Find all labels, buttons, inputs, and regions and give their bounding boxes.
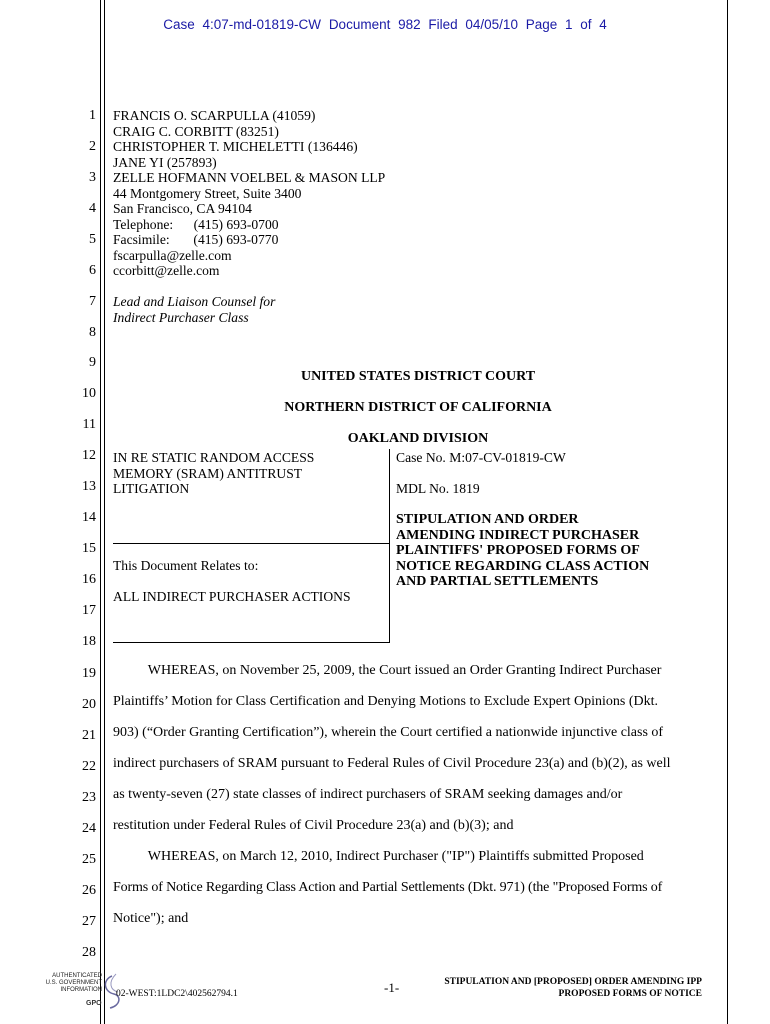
counsel-line: Facsimile: (415) 693-0770: [113, 232, 279, 247]
case-number: Case No. M:07-CV-01819-CW: [396, 450, 566, 465]
document-title-line: AMENDING INDIRECT PURCHASER: [396, 527, 640, 543]
line-number: 2: [89, 139, 96, 154]
counsel-email: ccorbitt@zelle.com: [113, 263, 220, 278]
body-line: WHEREAS, on March 12, 2010, Indirect Purchaser ("IP") Plaintiffs submitted Proposed: [113, 849, 644, 864]
caption-rule-mid: [113, 543, 389, 544]
caption-matter: [113, 450, 314, 497]
line-number: 6: [89, 263, 96, 278]
seal-gpo-mark: GPO: [86, 1000, 102, 1007]
court-name: UNITED STATES DISTRICT COURT: [300, 369, 536, 384]
body-line: WHEREAS, on November 25, 2009, the Court issued an Order Granting Indirect Purchaser: [113, 663, 662, 678]
line-number: 25: [82, 852, 96, 867]
line-number: 23: [82, 790, 96, 805]
line-number: 22: [82, 759, 96, 774]
caption-rule-bottom: [113, 642, 389, 643]
line-number: 9: [89, 355, 96, 370]
line-number: 12: [82, 448, 96, 463]
line-number: 19: [82, 666, 96, 681]
right-margin-rule: [727, 0, 728, 1024]
counsel-role-line: Indirect Purchaser Class: [113, 309, 249, 325]
document-title-line: AND PARTIAL SETTLEMENTS: [396, 574, 599, 589]
counsel-role-line: Lead and Liaison Counsel for: [113, 294, 276, 309]
line-number: 26: [82, 883, 96, 898]
ecf-header: [0, 17, 770, 32]
seal-text-line: AUTHENTICATED: [52, 973, 102, 979]
line-number: 16: [82, 572, 96, 587]
court-division: OAKLAND DIVISION: [347, 431, 489, 446]
line-number: 11: [82, 417, 96, 432]
line-number: 3: [89, 170, 96, 185]
caption-actions: ALL INDIRECT PURCHASER ACTIONS: [113, 589, 351, 604]
line-number: 1: [89, 108, 96, 123]
counsel-role: [113, 294, 275, 325]
line-number: 14: [82, 510, 96, 525]
seal-text-line: INFORMATION: [60, 987, 102, 993]
counsel-line: CHRISTOPHER T. MICHELETTI (136446): [113, 139, 358, 154]
header-case: Case 4:07-md-01819-CW: [163, 17, 322, 32]
line-number: 13: [82, 479, 96, 494]
line-number: 28: [82, 945, 96, 960]
counsel-line: CRAIG C. CORBITT (83251): [113, 123, 279, 139]
line-number: 17: [82, 603, 96, 618]
body-line: restitution under Federal Rules of Civil Procedure 23(a) and (b)(3); and: [113, 818, 514, 833]
body-line: 903) (“Order Granting Certification”), wherein the Court certified a nationwide injunctive class of: [113, 725, 664, 740]
body-line: as twenty-seven (27) state classes of indirect purchasers of SRAM seeking damages and/or: [113, 787, 623, 802]
court-district: NORTHERN DISTRICT OF CALIFORNIA: [284, 400, 552, 415]
body-line: Notice"); and: [113, 911, 189, 926]
body-line: Plaintiffs’ Motion for Class Certification and Denying Motions to Exclude Expert Opinions (Dkt.: [113, 694, 659, 709]
caption-relates-to: This Document Relates to:: [113, 558, 259, 573]
counsel-email: fscarpulla@zelle.com: [113, 247, 232, 263]
left-margin-rule-inner: [104, 0, 105, 1024]
footer-title-line: STIPULATION AND [PROPOSED] ORDER AMENDING IPP: [444, 977, 702, 987]
footer-title: [400, 976, 702, 1000]
counsel-line: ZELLE HOFMANN VOELBEL & MASON LLP: [113, 170, 386, 185]
line-number: 21: [82, 728, 96, 743]
footer-page-number: -1-: [384, 980, 400, 995]
body-line: Forms of Notice Regarding Class Action and Partial Settlements (Dkt. 971) (the "Proposed Forms of: [113, 880, 663, 895]
line-number: 15: [82, 541, 96, 556]
line-number: 27: [82, 914, 96, 929]
header-filed: Filed 04/05/10: [428, 17, 518, 32]
line-number: 20: [82, 697, 96, 712]
line-number: 8: [89, 325, 96, 340]
counsel-line: JANE YI (257893): [113, 154, 217, 170]
left-margin-rule-outer: [100, 0, 101, 1024]
line-number: 10: [82, 386, 96, 401]
counsel-line: Telephone: (415) 693-0700: [113, 216, 279, 232]
header-document: Document 982: [328, 17, 421, 32]
document-title-line: STIPULATION AND ORDER: [396, 512, 579, 527]
caption-matter-line: MEMORY (SRAM) ANTITRUST: [113, 465, 303, 481]
line-number: 18: [82, 634, 96, 649]
footer-document-id: 02-WEST:1LDC2\402562794.1: [116, 989, 238, 999]
mdl-number: MDL No. 1819: [396, 481, 480, 496]
caption-matter-line: IN RE STATIC RANDOM ACCESS: [113, 450, 315, 465]
footer-title-line: PROPOSED FORMS OF NOTICE: [558, 989, 702, 999]
document-title-line: NOTICE REGARDING CLASS ACTION: [396, 558, 650, 574]
seal-text: [42, 973, 102, 994]
counsel-block: [113, 108, 385, 279]
line-number: 5: [89, 232, 96, 247]
seal-text-line: U.S. GOVERNMENT: [45, 980, 102, 986]
document-title: [396, 512, 649, 590]
line-number: 4: [89, 201, 96, 216]
body-line: indirect purchasers of SRAM pursuant to Federal Rules of Civil Procedure 23(a) and (b)(2), as well: [113, 756, 671, 771]
line-number: 7: [89, 294, 96, 309]
line-number: 24: [82, 821, 96, 836]
caption-divider-vertical: [389, 449, 390, 643]
counsel-line: 44 Montgomery Street, Suite 3400: [113, 185, 302, 201]
header-page: Page 1 of 4: [525, 17, 607, 32]
document-title-line: PLAINTIFFS' PROPOSED FORMS OF: [396, 543, 640, 558]
counsel-line: San Francisco, CA 94104: [113, 201, 252, 216]
counsel-line: FRANCIS O. SCARPULLA (41059): [113, 108, 316, 123]
caption-matter-line: LITIGATION: [113, 481, 190, 496]
